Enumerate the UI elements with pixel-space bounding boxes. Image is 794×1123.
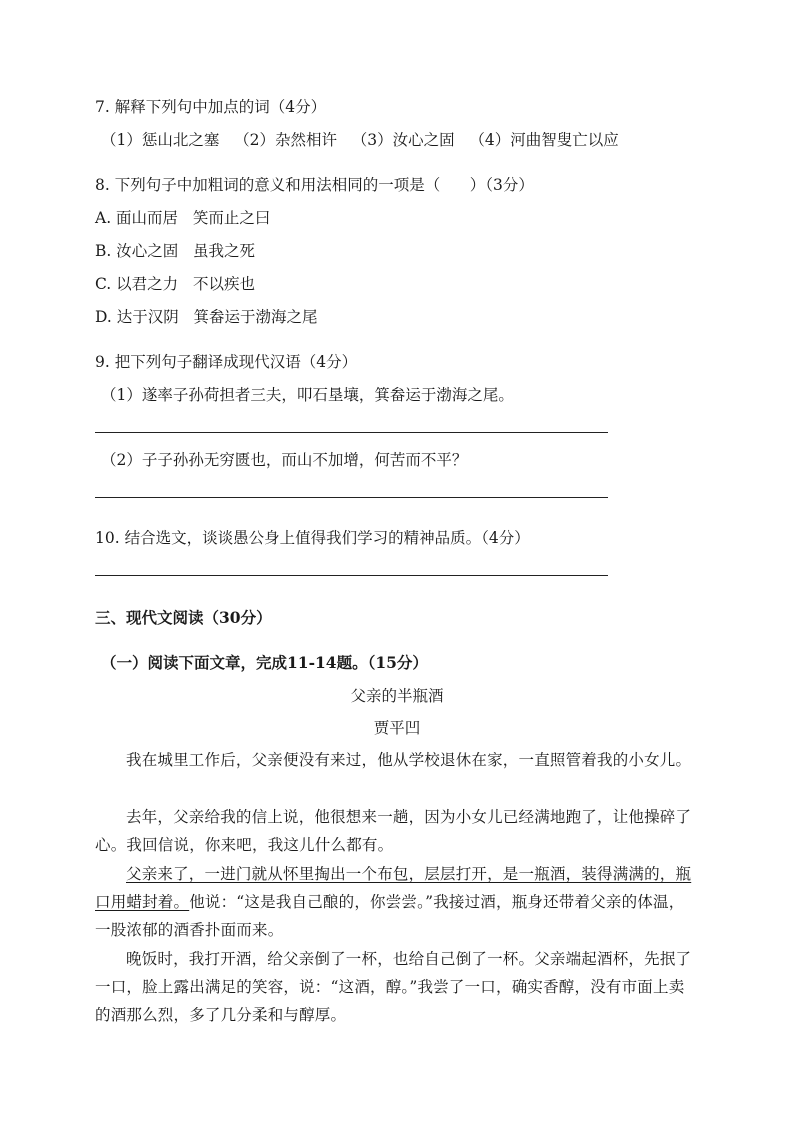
q7-items: （1）惩山北之塞 （2）杂然相许 （3）汝心之固 （4）河曲智叟亡以应: [101, 131, 619, 149]
article-paragraph-3: [95, 860, 695, 944]
q7-prompt: 7. 解释下列句中加点的词（4分）: [95, 98, 327, 116]
q9-item-2-answer-line[interactable]: [95, 497, 608, 498]
q8-prompt: 8. 下列句子中加粗词的意义和用法相同的一项是（ ）（3分）: [95, 176, 534, 194]
paragraph-3-rest: 他说：“这是我自己酿的，你尝尝。”我接过酒，瓶身还带着父亲的体温，一股浓郁的酒香扑面而来。: [95, 893, 685, 939]
q8-option-b: B. 汝心之固 虽我之死: [95, 242, 256, 260]
q9-item-1-answer-line[interactable]: [95, 432, 608, 433]
section3-heading: 三、现代文阅读（30分）: [95, 608, 272, 627]
article-paragraph-1: 我在城里工作后，父亲便没有来过，他从学校退休在家，一直照管着我的小女儿。: [126, 751, 692, 769]
article-author: 贾平凹: [373, 719, 421, 737]
q9-item-1: （1）遂率子孙荷担者三夫，叩石垦壤，箕畚运于渤海之尾。: [101, 386, 514, 404]
q10-prompt: 10. 结合选文，谈谈愚公身上值得我们学习的精神品质。（4分）: [95, 529, 530, 547]
article-title: 父亲的半瓶酒: [350, 687, 444, 705]
article-paragraph-4: 晚饭时，我打开酒，给父亲倒了一杯，也给自己倒了一杯。父亲端起酒杯，先抿了一口，脸上露出满足的笑容，说：“这酒，醇。”我尝了一口，确实香醇，没有市面上卖的酒那么烈，多了几分柔和与醇厚。: [95, 950, 692, 1024]
q8-option-a: A. 面山而居 笑而止之曰: [95, 209, 271, 227]
q9-prompt: 9. 把下列句子翻译成现代汉语（4分）: [95, 353, 358, 371]
q10-answer-line[interactable]: [95, 575, 608, 576]
q8-option-c: C. 以君之力 不以疾也: [95, 275, 255, 293]
article-paragraph-2: 去年，父亲给我的信上说，他很想来一趟，因为小女儿已经满地跑了，让他操碎了心。我回信说，你来吧，我这儿什么都有。: [95, 808, 692, 854]
underlined-sentence: 父亲来了，一进门就从怀里掏出一个布包，层层打开，是一瓶酒，装得满满的，瓶口用蜡封着。: [95, 865, 692, 911]
section3-sub-heading: （一）阅读下面文章，完成11-14题。（15分）: [101, 653, 428, 672]
q9-item-2: （2）子子孙孙无穷匮也，而山不加增，何苦而不平？: [101, 451, 468, 469]
q8-option-d: D. 达于汉阴 箕畚运于渤海之尾: [95, 308, 318, 326]
